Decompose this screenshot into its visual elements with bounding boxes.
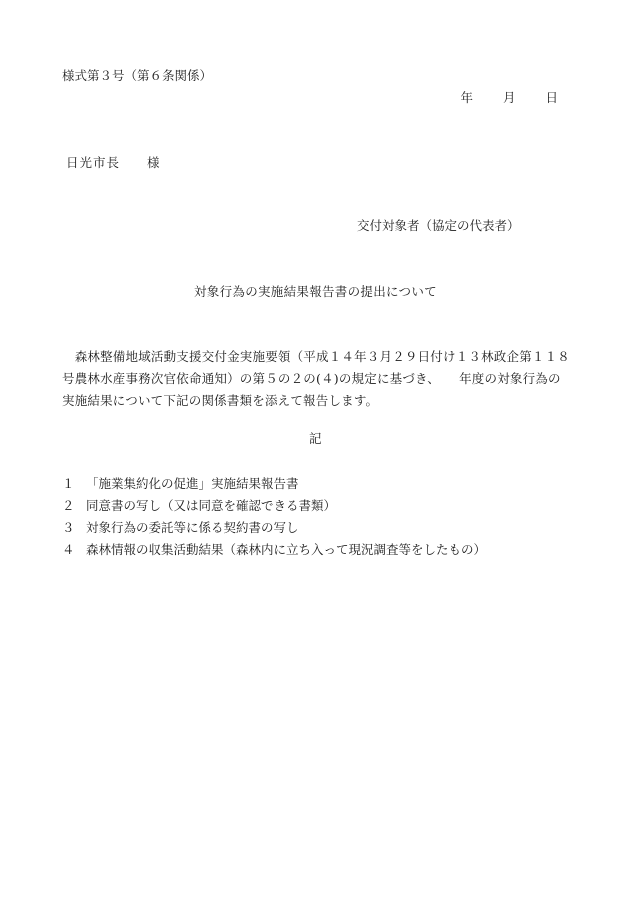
document-title: 対象行為の実施結果報告書の提出について [194,284,437,299]
date-year: 年 [460,90,473,105]
attachment-text: 森林情報の収集活動結果（森林内に立ち入って現況調査等をしたもの） [86,542,487,557]
date-line [460,90,558,106]
attachment-item [62,495,486,517]
ki-heading: 記 [309,431,322,446]
attachment-item [62,473,486,495]
addressee: 日光市長 様 [66,155,161,170]
sender-label: 交付対象者（協定の代表者） [357,218,520,233]
date-day: 日 [545,90,558,105]
attachment-list [62,473,486,561]
attachment-number: ２ [62,498,75,513]
attachment-number: ３ [62,520,75,535]
form-number: 様式第３号（第６条関係） [62,68,213,83]
attachment-item [62,539,486,561]
body-line: 森林整備地域活動支援交付金実施要領（平成１４年３月２９日付け１３林政企第１１８ [62,349,571,364]
body-text [62,346,582,412]
attachment-text: 「施業集約化の促進」実施結果報告書 [86,476,299,491]
attachment-item [62,517,486,539]
body-line: 実施結果について下記の関係書類を添えて報告します。 [62,393,379,408]
attachment-text: 対象行為の委託等に係る契約書の写し [86,520,299,535]
date-month: 月 [502,90,516,105]
attachment-number: ４ [62,542,75,557]
body-line: 号農林水産事務次官依命通知）の第５の２の(４)の規定に基づき、 年度の対象行為の [62,371,561,386]
attachment-text: 同意書の写し（又は同意を確認できる書類） [86,498,337,513]
attachment-number: １ [62,476,75,491]
